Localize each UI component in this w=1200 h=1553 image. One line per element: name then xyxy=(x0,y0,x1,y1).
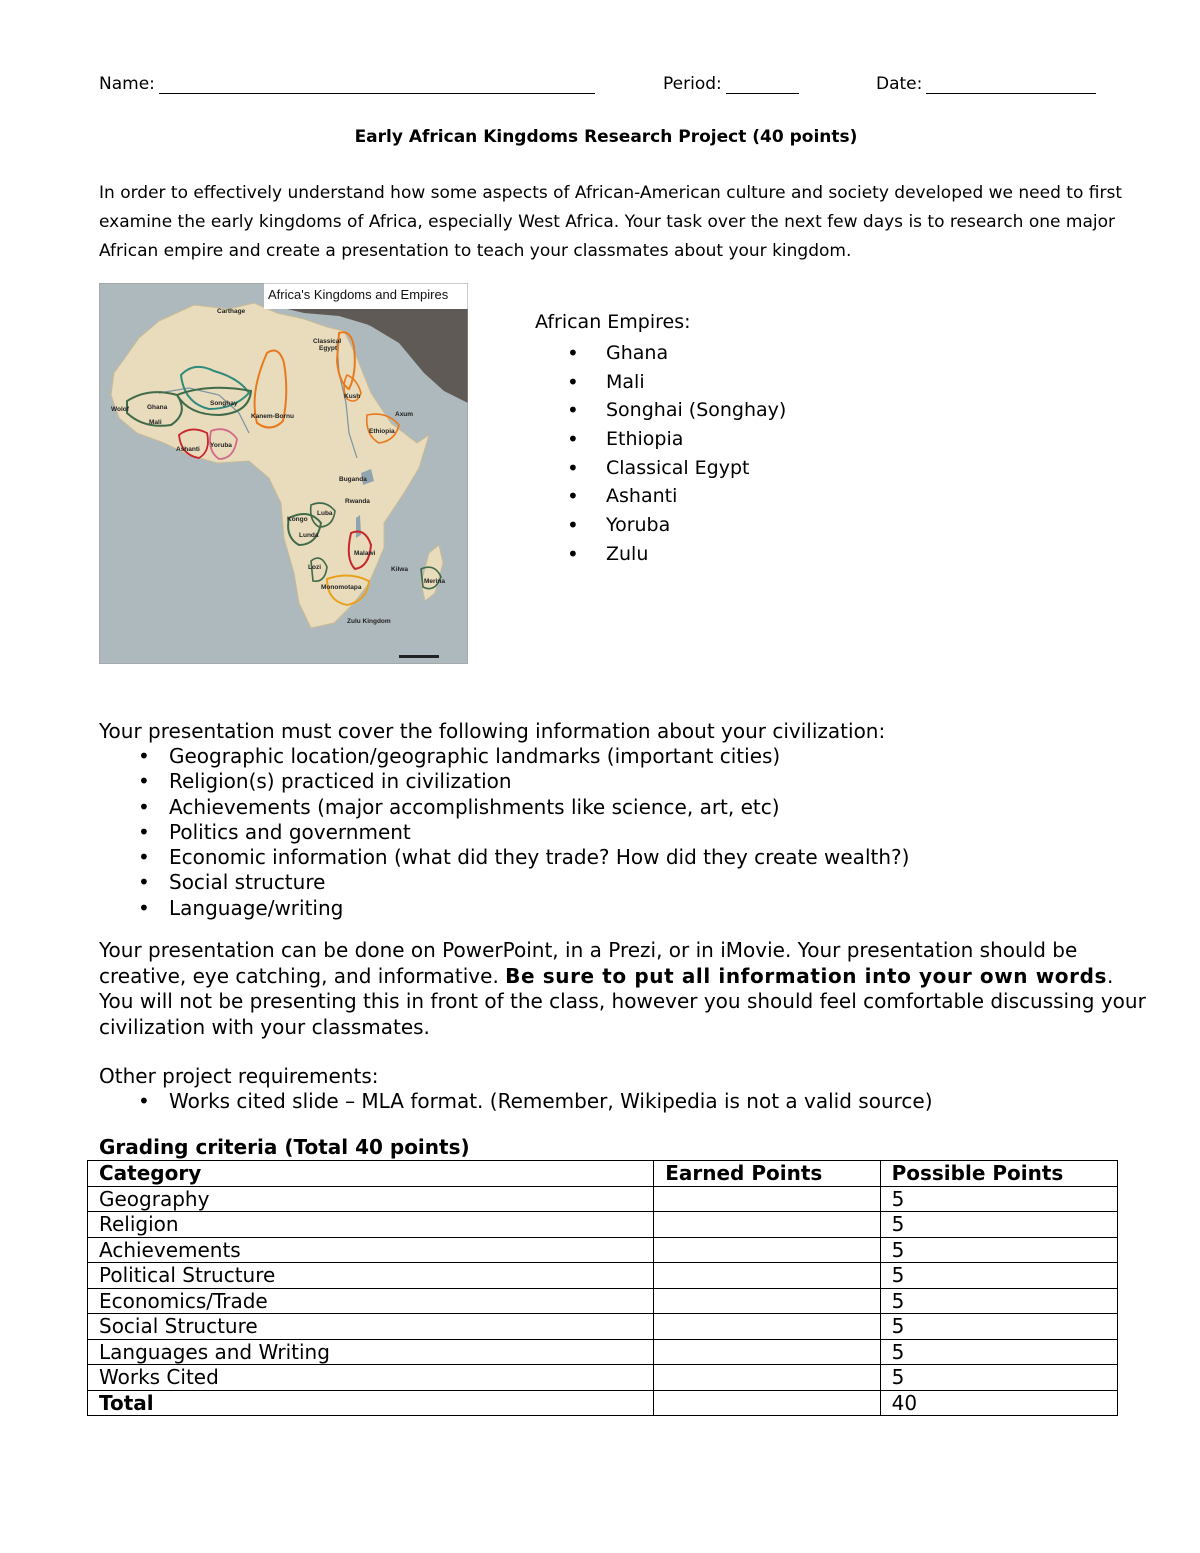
possible-points-cell: 5 xyxy=(880,1212,1117,1238)
list-item: • Geographic location/geographic landmarks (important cities) xyxy=(138,744,909,769)
earned-points-cell[interactable] xyxy=(654,1263,880,1289)
list-item: • Politics and government xyxy=(138,820,909,845)
map-label-kongo: Kongo xyxy=(287,516,308,523)
category-cell: Achievements xyxy=(88,1237,654,1263)
possible-points-cell: 5 xyxy=(880,1314,1117,1340)
map-label-carthage: Carthage xyxy=(217,308,246,315)
table-row xyxy=(88,1263,1118,1289)
table-header-cell: Earned Points xyxy=(654,1161,880,1187)
earned-points-cell[interactable] xyxy=(654,1237,880,1263)
table-row xyxy=(88,1237,1118,1263)
earned-points-cell[interactable] xyxy=(654,1212,880,1238)
other-requirements-intro: Other project requirements: xyxy=(99,1064,379,1088)
list-item: • Economic information (what did they trade? How did they create wealth?) xyxy=(138,845,909,870)
possible-points-cell: 5 xyxy=(880,1365,1117,1391)
presentation-text-1: Your presentation can be done on PowerPoint, in a Prezi, or in iMovie. Your presentation should be creative, eye catching, and informative. xyxy=(99,938,1078,988)
map-label-kanem: Kanem-Bornu xyxy=(251,413,294,420)
period-blank[interactable] xyxy=(726,75,799,94)
empires-list xyxy=(567,339,786,569)
category-cell: Economics/Trade xyxy=(88,1288,654,1314)
map-label-zulu: Zulu Kingdom xyxy=(347,618,391,625)
map-label-ashanti: Ashanti xyxy=(176,446,200,453)
name-blank[interactable] xyxy=(159,75,595,94)
date-blank[interactable] xyxy=(926,75,1096,94)
list-item: • Ghana xyxy=(567,339,786,368)
page-title: Early African Kingdoms Research Project (40 points) xyxy=(354,127,858,147)
map-label-kush: Kush xyxy=(344,393,361,400)
table-row xyxy=(88,1288,1118,1314)
list-item: • Mali xyxy=(567,368,786,397)
presentation-paragraph xyxy=(99,938,1149,1040)
list-item: • Social structure xyxy=(138,870,909,895)
map-label-ethiopia: Ethiopia xyxy=(369,428,395,435)
earned-points-cell[interactable] xyxy=(654,1339,880,1365)
map-label-kilwa: Kilwa xyxy=(391,566,408,573)
earned-points-cell[interactable] xyxy=(654,1314,880,1340)
map-caption: Africa's Kingdoms and Empires xyxy=(268,287,449,302)
map-label-egypt-2: Egypt xyxy=(319,345,338,352)
map-label-egypt: Classical xyxy=(313,338,342,345)
requirements-intro: Your presentation must cover the following information about your civilization: xyxy=(99,719,886,743)
map-label-ghana: Ghana xyxy=(147,404,168,411)
presentation-bold-text: Be sure to put all information into your own words xyxy=(505,963,1107,988)
map-label-monomotapa: Monomotapa xyxy=(321,584,362,591)
map-label-merina: Merina xyxy=(424,578,445,585)
map-label-songhay: Songhay xyxy=(210,400,238,407)
name-label: Name: xyxy=(99,74,155,94)
date-label: Date: xyxy=(876,74,923,94)
map-label-buganda: Buganda xyxy=(339,476,367,483)
total-earned-cell[interactable] xyxy=(654,1390,880,1416)
earned-points-cell[interactable] xyxy=(654,1288,880,1314)
table-row xyxy=(88,1339,1118,1365)
table-row xyxy=(88,1365,1118,1391)
list-item: • Works cited slide – MLA format. (Remember, Wikipedia is not a valid source) xyxy=(138,1089,933,1114)
grading-title: Grading criteria (Total 40 points) xyxy=(99,1135,470,1159)
map-label-malawi: Malawi xyxy=(354,550,376,557)
category-cell: Languages and Writing xyxy=(88,1339,654,1365)
requirements-list xyxy=(138,744,909,921)
list-item: • Achievements (major accomplishments like science, art, etc) xyxy=(138,795,909,820)
africa-kingdoms-map xyxy=(99,283,468,664)
total-row xyxy=(88,1390,1118,1416)
possible-points-cell: 5 xyxy=(880,1237,1117,1263)
possible-points-cell: 5 xyxy=(880,1263,1117,1289)
earned-points-cell[interactable] xyxy=(654,1365,880,1391)
grading-table xyxy=(87,1160,1118,1416)
possible-points-cell: 5 xyxy=(880,1339,1117,1365)
category-cell: Religion xyxy=(88,1212,654,1238)
map-label-mali: Mali xyxy=(149,419,162,426)
table-row xyxy=(88,1314,1118,1340)
empires-heading: African Empires: xyxy=(535,311,691,333)
presentation-text-2: . You will not be presenting this in front of the class, however you should feel comfortable discussing your civilization with your classmates. xyxy=(99,963,1146,1039)
map-label-luba: Luba xyxy=(317,510,333,517)
map-label-rwanda: Rwanda xyxy=(345,498,370,505)
list-item: • Religion(s) practiced in civilization xyxy=(138,769,909,794)
intro-paragraph: In order to effectively understand how some aspects of African-American culture and society developed we need to first examine the early kingdoms of Africa, especially West Africa. Your task over the next few days is to research one major African empire and create a presentation to teach your classmates about your kingdom. xyxy=(99,183,1122,261)
possible-points-cell: 5 xyxy=(880,1288,1117,1314)
map-label-wolof: Wolof xyxy=(111,406,129,413)
list-item: • Classical Egypt xyxy=(567,454,786,483)
list-item: • Songhai (Songhay) xyxy=(567,396,786,425)
category-cell: Political Structure xyxy=(88,1263,654,1289)
period-label: Period: xyxy=(663,74,722,94)
table-header-cell: Possible Points xyxy=(880,1161,1117,1187)
date-field[interactable] xyxy=(876,74,1096,94)
earned-points-cell[interactable] xyxy=(654,1186,880,1212)
list-item: • Zulu xyxy=(567,540,786,569)
possible-points-cell: 5 xyxy=(880,1186,1117,1212)
table-header-row xyxy=(88,1161,1118,1187)
map-label-yoruba: Yoruba xyxy=(210,442,232,449)
other-requirements-list xyxy=(138,1089,933,1114)
map-label-lunda: Lunda xyxy=(299,532,319,539)
list-item: • Ashanti xyxy=(567,482,786,511)
name-field[interactable] xyxy=(99,74,595,94)
list-item: • Yoruba xyxy=(567,511,786,540)
category-cell: Social Structure xyxy=(88,1314,654,1340)
table-row xyxy=(88,1212,1118,1238)
table-row xyxy=(88,1186,1118,1212)
total-label-cell: Total xyxy=(88,1390,654,1416)
map-label-axum: Axum xyxy=(395,411,414,418)
category-cell: Geography xyxy=(88,1186,654,1212)
category-cell: Works Cited xyxy=(88,1365,654,1391)
list-item: • Language/writing xyxy=(138,896,909,921)
list-item: • Ethiopia xyxy=(567,425,786,454)
period-field[interactable] xyxy=(663,74,799,94)
map-label-lozi: Lozi xyxy=(308,564,321,571)
table-header-cell: Category xyxy=(88,1161,654,1187)
total-possible-cell: 40 xyxy=(880,1390,1117,1416)
